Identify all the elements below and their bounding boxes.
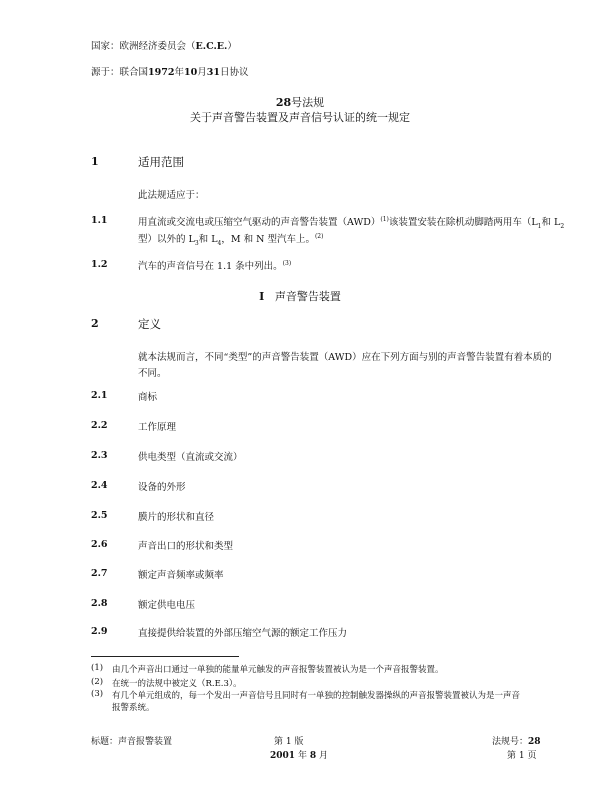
- footnote-number: (2): [91, 677, 104, 687]
- item-text: 声音出口的形状和类型: [138, 541, 234, 552]
- item-number: 2.4: [91, 480, 108, 491]
- section-2-number: 2: [91, 317, 99, 330]
- item-text: 直接提供给装置的外部压缩空气源的额定工作压力: [138, 628, 348, 639]
- item-number: 2.5: [91, 510, 108, 521]
- section-1-intro: 此法规适应于：: [138, 190, 205, 201]
- item-number: 2.8: [91, 598, 108, 609]
- item-text: 商标: [138, 392, 158, 403]
- footnote-text-continued: 报警系统。: [112, 703, 155, 713]
- footnote-number: (1): [91, 663, 104, 673]
- footnote-text: 有几个单元组成的，每一个发出一声音信号且同时有一单独的控制触发器操纵的声音报警装置被认为是一声音: [112, 691, 521, 701]
- section-1-1-number: 1.1: [91, 215, 108, 226]
- part-1-heading: I 声音警告装置: [259, 290, 341, 303]
- section-1-1-line2: 型）以外的 $L_3$和 $L_4$，M 和 N 型汽车上。$^{(2)}$: [138, 232, 324, 247]
- footnote-text: 由几个声音出口通过一单独的能量单元触发的声音报警装置被认为是一个声音报警装置。: [112, 665, 444, 675]
- item-text: 工作原理: [138, 422, 177, 433]
- item-number: 2.3: [91, 450, 108, 461]
- item-text: 膜片的形状和直径: [138, 512, 215, 523]
- footnote-text: 在统一的法规中被定义（R.E.3）。: [112, 679, 242, 689]
- footnote-number: (3): [91, 689, 104, 699]
- item-number: 2.6: [91, 539, 108, 550]
- section-1-title: 适用范围: [138, 155, 184, 169]
- item-text: 额定声音频率或频率: [138, 570, 224, 581]
- item-number: 2.9: [91, 626, 108, 637]
- header-country: 国家：欧洲经济委员会（E.C.E.）: [91, 41, 237, 52]
- section-1-number: 1: [91, 155, 99, 168]
- footer-regulation-number: 法规号：28: [492, 737, 541, 747]
- section-2-text-line2: 不同。: [138, 368, 167, 379]
- header-source: 源于：联合国1972年10月31日协议: [91, 67, 249, 78]
- item-number: 2.7: [91, 568, 108, 579]
- section-2-title: 定义: [138, 317, 161, 331]
- footnote-divider: [91, 656, 239, 657]
- regulation-title: 关于声音警告装置及声音信号认证的统一规定: [190, 111, 410, 124]
- section-1-2-text: 汽车的声音信号在 1.1 条中列出。$^{(3)}$: [138, 259, 292, 272]
- section-2-text-line1: 就本法规而言，不同“类型”的声音警告装置（AWD）应在下列方面与别的声音警告装置有着本质的: [138, 352, 552, 363]
- footer-edition: 第 1 版: [274, 737, 304, 747]
- footer-title: 标题：声音报警装置: [91, 737, 173, 747]
- section-1-2-number: 1.2: [91, 259, 108, 270]
- footer-date: 2001 年 8 月: [270, 751, 328, 761]
- item-text: 供电类型（直流或交流）: [138, 452, 243, 463]
- item-number: 2.1: [91, 390, 108, 401]
- item-text: 额定供电电压: [138, 600, 196, 611]
- item-text: 设备的外形: [138, 482, 186, 493]
- item-number: 2.2: [91, 420, 108, 431]
- footer-page-number: 第 1 页: [507, 751, 537, 761]
- regulation-number: 28号法规: [275, 96, 325, 109]
- section-1-1-line1: 用直流或交流电或压缩空气驱动的声音警告装置（AWD）$^{(1)}$该装置安装在除机动脚踏两用车（$L_1$和 $L_2$: [138, 215, 565, 230]
